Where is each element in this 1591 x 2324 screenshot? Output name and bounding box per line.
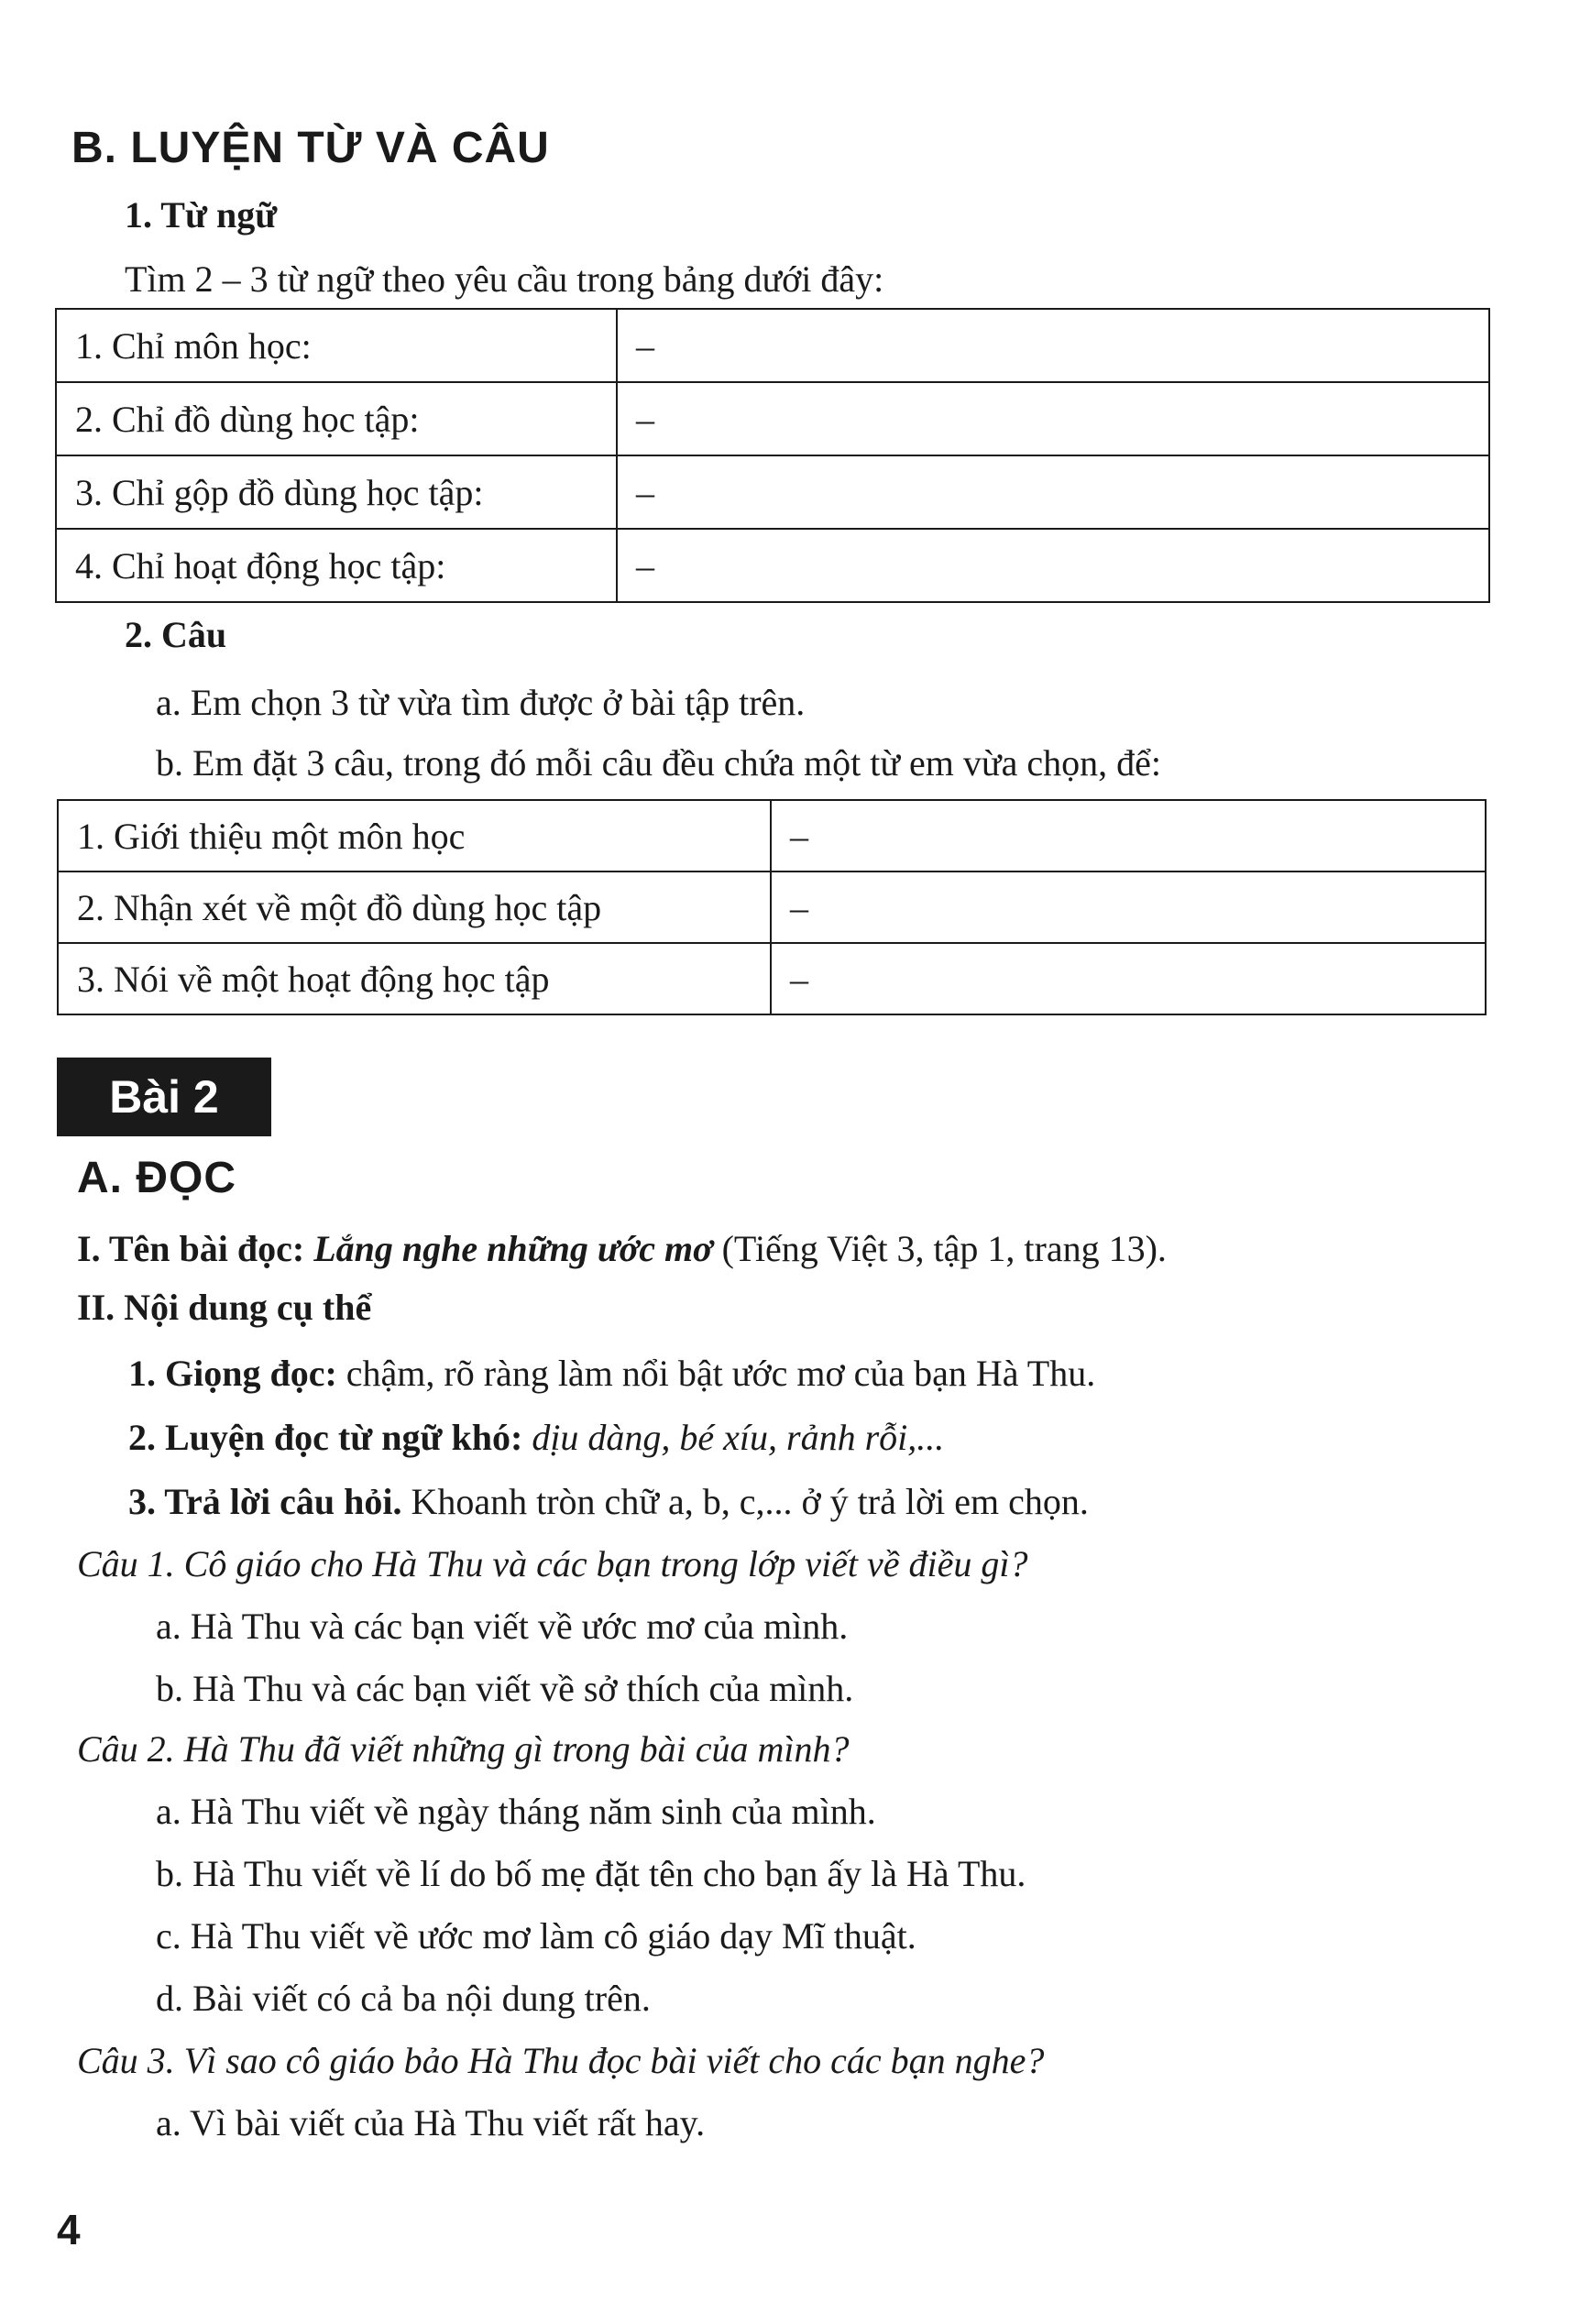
reading-title-name: Lắng nghe những ước mơ [313, 1228, 713, 1269]
answer-cell[interactable]: – [617, 455, 1489, 529]
part1-heading: 1. Từ ngữ [125, 194, 278, 236]
q1-option-b[interactable]: b. Hà Thu và các bạn viết về sở thích của mình. [156, 1668, 854, 1709]
answer-text: Khoanh tròn chữ a, b, c,... ở ý trả lời em chọn. [411, 1481, 1089, 1522]
answer-cell[interactable]: – [771, 872, 1486, 943]
q2-option-c[interactable]: c. Hà Thu viết về ước mơ làm cô giáo dạy Mĩ thuật. [156, 1915, 916, 1957]
table-row [56, 309, 1489, 382]
hard-words-label: 2. Luyện đọc từ ngữ khó: [128, 1417, 523, 1458]
q2-option-b[interactable]: b. Hà Thu viết về lí do bố mẹ đặt tên cho bạn ấy là Hà Thu. [156, 1853, 1026, 1894]
question-3: Câu 3. Vì sao cô giáo bảo Hà Thu đọc bài viết cho các bạn nghe? [77, 2040, 1045, 2081]
answer-cell[interactable]: – [771, 943, 1486, 1014]
row-label: 3. Chỉ gộp đồ dùng học tập: [56, 455, 617, 529]
table-row [56, 529, 1489, 602]
section-b-title: B. LUYỆN TỪ VÀ CÂU [71, 124, 550, 172]
answer-cell[interactable]: – [617, 382, 1489, 455]
q2-option-d[interactable]: d. Bài viết có cả ba nội dung trên. [156, 1978, 651, 2019]
row-label: 1. Giới thiệu một môn học [58, 800, 771, 872]
reading-title-source: (Tiếng Việt 3, tập 1, trang 13). [721, 1228, 1167, 1269]
table-row [56, 455, 1489, 529]
answer-instruction-line [128, 1481, 1089, 1523]
row-label: 4. Chỉ hoạt động học tập: [56, 529, 617, 602]
part2-heading: 2. Câu [125, 614, 227, 655]
content-heading: II. Nội dung cụ thể [77, 1287, 372, 1328]
answer-cell[interactable]: – [771, 800, 1486, 872]
table-row [58, 800, 1486, 872]
page-number: 4 [57, 2206, 81, 2253]
question-1: Câu 1. Cô giáo cho Hà Thu và các bạn trong lớp viết về điều gì? [77, 1543, 1028, 1584]
voice-label: 1. Giọng đọc: [128, 1353, 337, 1394]
vocab-table [55, 308, 1490, 603]
table-row [56, 382, 1489, 455]
question-2: Câu 2. Hà Thu đã viết những gì trong bài của mình? [77, 1728, 850, 1770]
row-label: 1. Chỉ môn học: [56, 309, 617, 382]
part2-b: b. Em đặt 3 câu, trong đó mỗi câu đều chứa một từ em vừa chọn, để: [156, 742, 1161, 784]
q3-option-a[interactable]: a. Vì bài viết của Hà Thu viết rất hay. [156, 2102, 706, 2143]
part2-a: a. Em chọn 3 từ vừa tìm được ở bài tập trên. [156, 682, 806, 723]
part1-instruction: Tìm 2 – 3 từ ngữ theo yêu cầu trong bảng dưới đây: [125, 258, 884, 300]
reading-title-prefix: I. Tên bài đọc: [77, 1228, 305, 1269]
row-label: 3. Nói về một hoạt động học tập [58, 943, 771, 1014]
table-row [58, 872, 1486, 943]
voice-text: chậm, rõ ràng làm nổi bật ước mơ của bạn Hà Thu. [346, 1353, 1096, 1394]
reading-title [77, 1228, 1167, 1270]
q1-option-a[interactable]: a. Hà Thu và các bạn viết về ước mơ của mình. [156, 1606, 849, 1647]
answer-cell[interactable]: – [617, 529, 1489, 602]
hard-words-text: dịu dàng, bé xíu, rảnh rỗi,... [532, 1417, 945, 1458]
table-row [58, 943, 1486, 1014]
section-a-title: A. ĐỌC [77, 1154, 236, 1202]
answer-cell[interactable]: – [617, 309, 1489, 382]
hard-words-line [128, 1417, 944, 1459]
sentence-table [57, 799, 1487, 1015]
voice-line [128, 1353, 1095, 1395]
answer-label: 3. Trả lời câu hỏi. [128, 1481, 402, 1522]
q2-option-a[interactable]: a. Hà Thu viết về ngày tháng năm sinh của mình. [156, 1791, 876, 1832]
row-label: 2. Chỉ đồ dùng học tập: [56, 382, 617, 455]
lesson-badge: Bài 2 [57, 1058, 271, 1136]
row-label: 2. Nhận xét về một đồ dùng học tập [58, 872, 771, 943]
